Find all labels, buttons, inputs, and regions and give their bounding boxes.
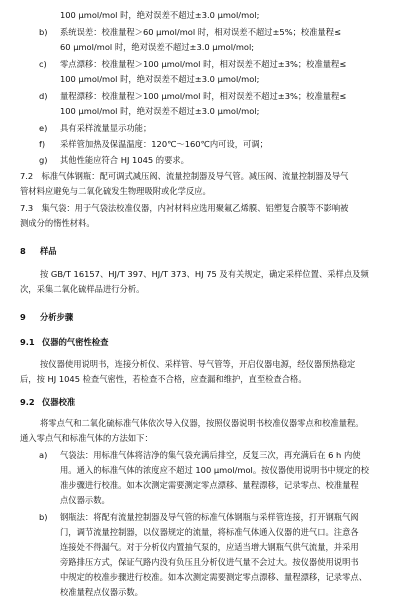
list-item-e: 具有采样流量显示功能； [60,123,152,133]
list-label-c: c) [39,59,47,69]
section-9-2-title: 仪器校准 [42,397,76,407]
method-label-b: b) [39,512,48,522]
list-label-d: d) [39,91,48,101]
section-9-2-body-line1: 将零点气和二氧化硫标准气体依次导入仪器，按照仪器说明书校准仪器零点和校准量程。 [40,418,364,428]
method-b-line4: 旁路排压方式，保证气路内没有负压且分析仪进气量不会过大。按仪器使用说明书 [60,557,359,567]
method-a-line2: 用。通入的标准气体的浓度应不超过 100 μmol/mol。按仪器使用说明书中规定的校 [60,465,370,475]
method-a-line3: 准步骤进行校准。如本次测定需要测定零点漂移、量程漂移，记录零点、校准量程 [60,480,359,490]
method-a-line1: 气袋法：用标准气体将洁净的集气袋充满后排空，反复三次，再充满后在 6 h 内使 [60,450,361,460]
section-9-2-body-line2: 通入零点气和标准气体的方法如下： [20,433,153,443]
method-label-a: a) [39,450,48,460]
list-item-d-line2: 100 μmol/mol 时，绝对误差不超过±3.0 μmol/mol; [60,106,260,116]
clause-7-2-line2: 管材料应避免与二氧化硫发生物理吸附或化学反应。 [20,186,211,196]
list-label-g: g) [39,155,48,165]
list-item-d-line1: 量程漂移：校准量程＞100 μmol/mol 时，相对误差不超过±3%；校准量程≤ [60,91,347,101]
section-9-2-number: 9.2 [20,397,35,407]
method-b-line3: 连接处不得漏气。对于分析仪内置抽气泵的，应适当增大钢瓶气供气流量，并采用 [60,542,359,552]
section-8-title: 样品 [40,246,57,256]
method-b-line1: 钢瓶法：将配有流量控制器及导气管的标准气体钢瓶与采样管连接，打开钢瓶气阀 [60,512,359,522]
section-9-1-body-line1: 按仪器使用说明书，连接分析仪、采样管、导气管等，开启仪器电源，经仪器预热稳定 [40,359,356,369]
list-item-c-line1: 零点漂移：校准量程＞100 μmol/mol 时，相对误差不超过±3%；校准量程≤ [60,59,347,69]
section-9-1-title: 仪器的气密性检查 [42,337,109,347]
method-b-line5: 中规定的校准步骤进行校准。如本次测定需要测定零点漂移、量程漂移，记录零点、 [60,572,367,582]
section-8-body-line1: 按 GB/T 16157、HJ/T 397、HJ/T 373、HJ 75 及有关规定，确定采样位置、采样点及频 [40,269,369,279]
list-item-c-line2: 100 μmol/mol 时，绝对误差不超过±3.0 μmol/mol; [60,74,260,84]
list-item-b-line1: 系统误差：校准量程＞60 μmol/mol 时，相对误差不超过±5%；校准量程≤ [60,27,342,37]
section-9-1-body-line2: 后，按 HJ 1045 检查气密性，若检查不合格，应查漏和维护，直至检查合格。 [20,374,307,384]
list-label-f: f) [39,139,46,149]
section-9-number: 9 [20,312,26,322]
list-item-b-line2: 60 μmol/mol 时，绝对误差不超过±3.0 μmol/mol; [60,42,255,52]
list-label-e: e) [39,123,48,133]
section-8-body-line2: 次，采集二氧化硫样品进行分析。 [20,284,145,294]
list-item-f: 采样管加热及保温温度：120℃～160℃内可设，可调； [60,139,268,149]
clause-7-3-line2: 测成分的惰性材料。 [20,218,95,228]
list-continuation-line: 100 μmol/mol 时，绝对误差不超过±3.0 μmol/mol; [60,10,260,20]
section-9-title: 分析步骤 [40,312,74,322]
section-9-1-number: 9.1 [20,337,35,347]
clause-7-2-line1: 7.2 标准气体钢瓶：配可调式减压阀、流量控制器及导气管。减压阀、流量控制器及导气 [20,171,349,181]
method-b-line2: 门，调节流量控制器，以仪器规定的流量，将标准气体通入仪器的进气口。注意各 [60,527,359,537]
method-b-line6: 校准量程点仪器示数。 [60,587,143,597]
method-a-line4: 点仪器示数。 [60,495,110,505]
section-8-number: 8 [20,246,26,256]
clause-7-3-line1: 7.3 集气袋：用于气袋法校准仪器，内衬材料应选用聚氟乙烯膜、铝塑复合膜等不影响被 [20,203,349,213]
list-item-g: 其他性能应符合 HJ 1045 的要求。 [60,155,189,165]
list-label-b: b) [39,27,48,37]
